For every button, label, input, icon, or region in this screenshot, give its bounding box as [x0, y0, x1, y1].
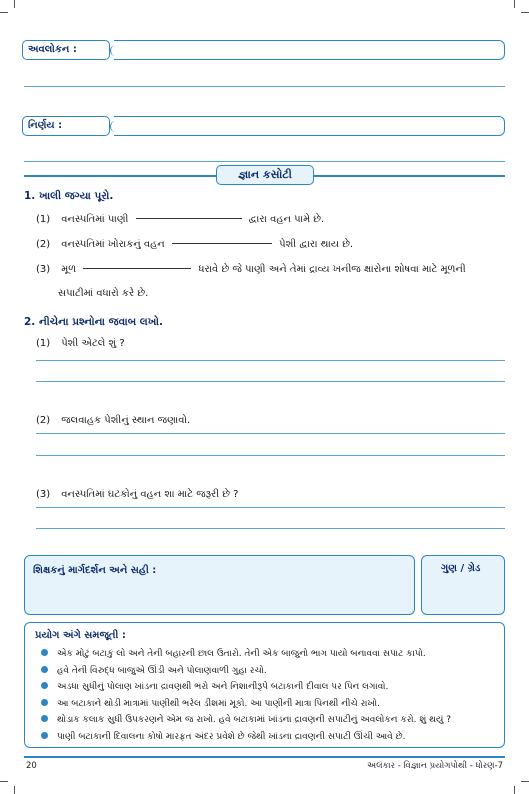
quiz-banner: જ્ઞાન કસોટી [216, 165, 314, 185]
notes-item [41, 646, 451, 663]
question-text: પેશી એટલે શું ? [61, 338, 125, 349]
teacher-signature-box[interactable] [24, 555, 415, 615]
observation-label: અવલોકન : [22, 40, 110, 60]
crop-mark [514, 0, 515, 8]
notes-item [41, 696, 451, 713]
crop-mark [14, 786, 15, 794]
bullet-icon [41, 715, 48, 722]
item-number: (2) [36, 239, 51, 250]
footer-rule [24, 756, 505, 758]
answer-line[interactable] [36, 455, 505, 456]
crop-mark [521, 781, 529, 782]
section1-heading: 1. ખાલી જગ્યા પૂરો. [24, 190, 114, 202]
banner-rule-left [24, 175, 218, 177]
answer-line[interactable] [36, 507, 505, 508]
grade-label: ગુણ / ગ્રેડ [441, 563, 481, 574]
answer-blank[interactable] [136, 218, 242, 219]
item-number: (3) [36, 489, 51, 500]
answer-line[interactable] [36, 360, 505, 361]
crop-mark [0, 781, 8, 782]
question-item [36, 415, 190, 426]
answer-line[interactable] [36, 528, 505, 529]
writing-line[interactable] [24, 86, 505, 87]
writing-line[interactable] [24, 161, 505, 162]
bullet-icon [41, 732, 48, 739]
bullet-icon [41, 666, 48, 673]
question-item [36, 489, 238, 500]
crop-mark [514, 786, 515, 794]
notes-list [41, 646, 451, 746]
conclusion-answer-line[interactable] [114, 116, 505, 136]
notes-item-text: પાણી બટાકાની દિવાલના કોષો મારફત અંદર પ્રવેશે છે જેથી ખાંડના દ્રાવણની સપાટી ઊંચી આવે છે. [57, 731, 406, 742]
crop-mark [14, 0, 15, 8]
answer-line[interactable] [36, 433, 505, 434]
item-number: (1) [36, 338, 51, 349]
question-item [36, 338, 125, 349]
question-text: જલવાહક પેશીનું સ્થાન જણાવો. [61, 415, 191, 426]
section2-heading: 2. નીચેના પ્રશ્નોના જવાબ લખો. [24, 316, 163, 328]
item-text: ધરાવે છે જે પાણી અને તેમાં દ્રાવ્ય ખનીજ ક્ષારોના શોષવા માટે મૂળની [198, 264, 466, 275]
item-text: દ્વારા વહન પામે છે. [248, 214, 325, 225]
answer-blank[interactable] [83, 268, 191, 269]
item-number: (2) [36, 415, 51, 426]
item-number: (1) [36, 214, 51, 225]
notes-title: પ્રયોગ અંગે સમજૂતી : [35, 630, 126, 641]
banner-rule-right [312, 175, 505, 177]
fill-blank-item [36, 239, 353, 250]
question-text: વનસ્પતિમાં ઘટકોનું વહન શા માટે જરૂરી છે ? [61, 489, 239, 500]
notes-item [41, 663, 451, 680]
crop-mark [0, 12, 8, 13]
notes-item [41, 729, 451, 746]
notes-item-text: થોડાક કલાક સુધી ઉપકરણને એમ જ રાખો. હવે બટાકામાં ખાંડના દ્રાવણની સપાટીનું અવલોકન કરો. શું થયું ? [57, 715, 452, 726]
bullet-icon [41, 682, 48, 689]
item-continuation: સપાટીમાં વધારો કરે છે. [58, 288, 149, 299]
item-text: વનસ્પતિમાં પાણી [61, 214, 129, 225]
item-text: પેશી દ્વારા થાય છે. [279, 239, 354, 250]
crop-mark [521, 12, 529, 13]
bullet-icon [41, 649, 48, 656]
teacher-signature-label: શિક્ષકનું માર્ગદર્શન અને સહી : [33, 565, 157, 576]
book-title: અલંકાર - વિજ્ઞાન પ્રયોગપોથી - ધોરણ-7 [367, 761, 503, 771]
bullet-icon [41, 699, 48, 706]
notes-item-text: અડધા સુધીનું પોલાણ ખાંડના દ્રાવણથી ભરો અને નિશાનીરૂપે બટાકાની દીવાલ પર પિન લગાવો. [57, 682, 389, 693]
notes-item-text: આ બટાકાને થોડી માત્રામાં પાણીથી ભરેલ ડીશમાં મૂકો. આ પાણીની માત્રા પિનથી નીચે રાખો. [57, 698, 380, 709]
item-text: વનસ્પતિમાં ખોરાકનું વહન [61, 239, 165, 250]
item-text: મૂળ [61, 264, 77, 275]
fill-blank-item [36, 264, 466, 275]
notes-item [41, 679, 451, 696]
experiment-notes-box [24, 622, 505, 748]
notes-item [41, 712, 451, 729]
answer-line[interactable] [36, 381, 505, 382]
conclusion-label: નિર્ણય : [22, 116, 110, 136]
notes-item-text: એક મોટું બટાકું લો અને તેની બહારની છાલ ઉતારો. તેની એક બાજુનો ભાગ પાયો બનાવવા સપાટ કાપો. [57, 649, 426, 659]
observation-answer-line[interactable] [114, 40, 505, 60]
page-number: 20 [26, 761, 37, 771]
fill-blank-item [36, 214, 324, 225]
notes-item-text: હવે તેની વિરુદ્ધ બાજુએ ઊંડી અને પોલાણવાળી ગુહા રચો. [57, 665, 267, 676]
answer-blank[interactable] [172, 243, 272, 244]
item-number: (3) [36, 264, 51, 275]
